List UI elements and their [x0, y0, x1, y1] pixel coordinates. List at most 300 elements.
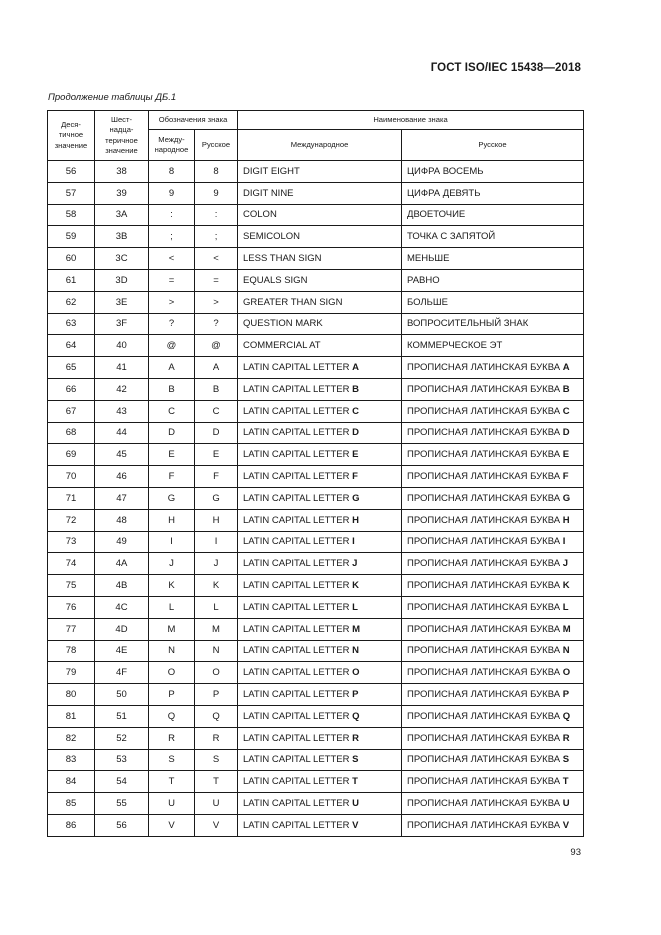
- name-ru-letter: I: [562, 536, 566, 548]
- name-ru-text: ПРОПИСНАЯ ЛАТИНСКАЯ БУКВА: [407, 514, 563, 526]
- name-ru-text: ВОПРОСИТЕЛЬНЫЙ ЗНАК: [407, 318, 529, 330]
- cell-symbol-ru: @: [195, 335, 238, 357]
- name-ru-text: РАВНО: [407, 274, 440, 286]
- name-ru-letter: T: [562, 776, 569, 788]
- cell-name-ru: [402, 793, 584, 815]
- cell-hex: 43: [95, 400, 149, 422]
- cell-decimal: 85: [48, 793, 95, 815]
- name-ru-text: ПРОПИСНАЯ ЛАТИНСКАЯ БУКВА: [407, 558, 563, 570]
- name-ru-letter: Q: [562, 710, 571, 722]
- name-intl-text: LATIN CAPITAL LETTER: [243, 558, 353, 570]
- cell-decimal: 80: [48, 684, 95, 706]
- cell-name-ru: [402, 727, 584, 749]
- header-hex: Шест- надца- теричное значение: [95, 111, 149, 161]
- name-ru-letter: S: [562, 754, 570, 766]
- cell-hex: 3A: [95, 204, 149, 226]
- name-ru-text: КОММЕРЧЕСКОЕ ЭТ: [407, 340, 503, 352]
- name-intl-letter: G: [352, 492, 360, 504]
- cell-symbol-ru: R: [195, 727, 238, 749]
- cell-name-intl: [238, 814, 402, 836]
- name-intl-letter: J: [352, 558, 358, 570]
- cell-name-ru: [402, 378, 584, 400]
- cell-hex: 56: [95, 814, 149, 836]
- cell-name-intl: [238, 727, 402, 749]
- cell-decimal: 61: [48, 269, 95, 291]
- cell-name-intl: [238, 618, 402, 640]
- cell-decimal: 86: [48, 814, 95, 836]
- name-ru-text: ПРОПИСНАЯ ЛАТИНСКАЯ БУКВА: [407, 798, 563, 809]
- cell-name-intl: [238, 204, 402, 226]
- name-intl-text: LATIN CAPITAL LETTER: [243, 492, 353, 504]
- cell-symbol-ru: >: [195, 291, 238, 313]
- cell-name-ru: [402, 531, 584, 553]
- name-intl-text: LATIN CAPITAL LETTER: [243, 536, 353, 548]
- cell-name-intl: [238, 226, 402, 248]
- table-row: [48, 400, 584, 422]
- cell-name-ru: [402, 553, 584, 575]
- name-intl-text: LATIN CAPITAL LETTER: [243, 623, 353, 635]
- cell-hex: 3D: [95, 269, 149, 291]
- cell-symbol-ru: T: [195, 771, 238, 793]
- name-intl-text: LATIN CAPITAL LETTER: [243, 580, 353, 592]
- cell-symbol-intl: S: [149, 749, 195, 771]
- name-intl-text: LATIN CAPITAL LETTER: [243, 689, 353, 701]
- cell-name-intl: [238, 444, 402, 466]
- cell-decimal: 84: [48, 771, 95, 793]
- table-row: [48, 422, 584, 444]
- name-intl-letter: A: [352, 362, 359, 374]
- cell-name-ru: [402, 161, 584, 183]
- cell-name-ru: [402, 357, 584, 379]
- cell-hex: 45: [95, 444, 149, 466]
- name-ru-letter: H: [562, 514, 570, 526]
- cell-decimal: 66: [48, 378, 95, 400]
- cell-decimal: 83: [48, 749, 95, 771]
- cell-hex: 52: [95, 727, 149, 749]
- cell-hex: 42: [95, 378, 149, 400]
- name-ru-text: МЕНЬШЕ: [407, 253, 450, 265]
- name-intl-letter: V: [352, 819, 359, 831]
- cell-symbol-intl: <: [149, 248, 195, 270]
- cell-name-ru: [402, 182, 584, 204]
- name-intl-text: LATIN CAPITAL LETTER: [243, 667, 353, 679]
- cell-name-intl: [238, 400, 402, 422]
- name-intl-text: LATIN CAPITAL LETTER: [243, 471, 353, 483]
- name-ru-letter: J: [562, 558, 569, 570]
- cell-symbol-ru: :: [195, 204, 238, 226]
- name-ru-text: ПРОПИСНАЯ ЛАТИНСКАЯ БУКВА: [407, 492, 563, 504]
- cell-name-ru: [402, 749, 584, 771]
- cell-decimal: 60: [48, 248, 95, 270]
- cell-hex: 3E: [95, 291, 149, 313]
- name-ru-text: ПРОПИСНАЯ ЛАТИНСКАЯ БУКВА: [407, 623, 563, 635]
- cell-hex: 4A: [95, 553, 149, 575]
- name-ru-text: ПРОПИСНАЯ ЛАТИНСКАЯ БУКВА: [407, 362, 563, 374]
- cell-decimal: 69: [48, 444, 95, 466]
- name-ru-text: ПРОПИСНАЯ ЛАТИНСКАЯ БУКВА: [407, 449, 563, 461]
- table-row: [48, 335, 584, 357]
- cell-name-ru: [402, 684, 584, 706]
- cell-symbol-intl: M: [149, 618, 195, 640]
- name-ru-text: ПРОПИСНАЯ ЛАТИНСКАЯ БУКВА: [407, 471, 563, 483]
- name-intl-letter: B: [352, 383, 359, 395]
- cell-name-intl: [238, 248, 402, 270]
- name-ru-text: ПРОПИСНАЯ ЛАТИНСКАЯ БУКВА: [407, 645, 563, 657]
- cell-name-intl: [238, 553, 402, 575]
- table-row: [48, 575, 584, 597]
- table-row: [48, 618, 584, 640]
- table-row: [48, 357, 584, 379]
- document-code: ГОСТ ISO/IEC 15438—2018: [430, 62, 581, 74]
- cell-hex: 55: [95, 793, 149, 815]
- cell-name-intl: [238, 509, 402, 531]
- name-ru-text: ПРОПИСНАЯ ЛАТИНСКАЯ БУКВА: [407, 601, 563, 613]
- cell-symbol-intl: T: [149, 771, 195, 793]
- table-row: [48, 487, 584, 509]
- table-body: [48, 161, 584, 837]
- cell-decimal: 76: [48, 596, 95, 618]
- name-intl-text: LATIN CAPITAL LETTER: [243, 732, 353, 744]
- cell-symbol-intl: E: [149, 444, 195, 466]
- cell-name-intl: [238, 749, 402, 771]
- cell-name-ru: [402, 269, 584, 291]
- name-ru-letter: P: [562, 689, 570, 701]
- name-intl-letter: L: [352, 601, 358, 613]
- cell-decimal: 82: [48, 727, 95, 749]
- cell-hex: 54: [95, 771, 149, 793]
- cell-decimal: 56: [48, 161, 95, 183]
- name-ru-letter: V: [562, 819, 570, 831]
- name-intl-text: QUESTION MARK: [243, 318, 323, 330]
- cell-symbol-ru: C: [195, 400, 238, 422]
- name-intl-letter: C: [352, 405, 359, 417]
- cell-hex: 4E: [95, 640, 149, 662]
- name-ru-text: ПРОПИСНАЯ ЛАТИНСКАЯ БУКВА: [407, 819, 563, 831]
- cell-symbol-intl: V: [149, 814, 195, 836]
- table-row: [48, 814, 584, 836]
- cell-hex: 3F: [95, 313, 149, 335]
- name-ru-letter: G: [562, 492, 571, 504]
- name-intl-text: LESS THAN SIGN: [243, 253, 322, 265]
- cell-name-ru: [402, 291, 584, 313]
- cell-symbol-intl: ;: [149, 226, 195, 248]
- name-ru-text: ТОЧКА С ЗАПЯТОЙ: [407, 231, 496, 243]
- cell-name-intl: [238, 705, 402, 727]
- cell-name-ru: [402, 662, 584, 684]
- cell-name-ru: [402, 226, 584, 248]
- cell-symbol-ru: L: [195, 596, 238, 618]
- cell-name-intl: [238, 161, 402, 183]
- cell-name-ru: [402, 204, 584, 226]
- cell-name-intl: [238, 335, 402, 357]
- cell-symbol-ru: G: [195, 487, 238, 509]
- cell-symbol-intl: A: [149, 357, 195, 379]
- cell-symbol-ru: J: [195, 553, 238, 575]
- cell-decimal: 79: [48, 662, 95, 684]
- name-ru-text: ПРОПИСНАЯ ЛАТИНСКАЯ БУКВА: [407, 383, 563, 395]
- cell-hex: 4B: [95, 575, 149, 597]
- cell-symbol-intl: 9: [149, 182, 195, 204]
- name-ru-letter: R: [562, 732, 570, 744]
- name-intl-text: LATIN CAPITAL LETTER: [243, 645, 353, 657]
- name-intl-letter: T: [352, 776, 358, 788]
- name-intl-text: DIGIT NINE: [243, 187, 294, 199]
- name-intl-text: GREATER THAN SIGN: [243, 296, 343, 308]
- table-row: [48, 684, 584, 706]
- cell-name-intl: [238, 771, 402, 793]
- cell-name-intl: [238, 313, 402, 335]
- name-intl-text: SEMICOLON: [243, 231, 301, 243]
- cell-name-intl: [238, 575, 402, 597]
- table-row: [48, 313, 584, 335]
- name-ru-letter: K: [562, 580, 570, 592]
- cell-symbol-intl: R: [149, 727, 195, 749]
- cell-symbol-intl: U: [149, 793, 195, 815]
- table-row: [48, 204, 584, 226]
- character-table: [47, 110, 584, 837]
- cell-hex: 4F: [95, 662, 149, 684]
- name-ru-letter: D: [562, 427, 570, 439]
- cell-name-intl: [238, 269, 402, 291]
- cell-symbol-intl: Q: [149, 705, 195, 727]
- cell-name-ru: [402, 771, 584, 793]
- cell-symbol-ru: E: [195, 444, 238, 466]
- cell-symbol-ru: F: [195, 466, 238, 488]
- table-row: [48, 531, 584, 553]
- cell-hex: 51: [95, 705, 149, 727]
- cell-decimal: 64: [48, 335, 95, 357]
- name-intl-text: LATIN CAPITAL LETTER: [243, 449, 353, 461]
- cell-symbol-ru: N: [195, 640, 238, 662]
- table-row: [48, 640, 584, 662]
- name-ru-letter: M: [562, 623, 571, 635]
- table-row: [48, 248, 584, 270]
- cell-symbol-ru: K: [195, 575, 238, 597]
- table-row: [48, 444, 584, 466]
- cell-name-ru: [402, 248, 584, 270]
- cell-symbol-intl: F: [149, 466, 195, 488]
- cell-name-intl: [238, 182, 402, 204]
- cell-symbol-intl: 8: [149, 161, 195, 183]
- cell-name-intl: [238, 422, 402, 444]
- cell-hex: 3C: [95, 248, 149, 270]
- cell-hex: 47: [95, 487, 149, 509]
- header-symbol-intl: Между- народное: [149, 130, 195, 161]
- cell-name-ru: [402, 422, 584, 444]
- cell-symbol-ru: Q: [195, 705, 238, 727]
- cell-name-intl: [238, 684, 402, 706]
- table-row: [48, 161, 584, 183]
- name-ru-letter: L: [562, 601, 569, 613]
- name-ru-letter: C: [562, 405, 570, 417]
- cell-hex: 46: [95, 466, 149, 488]
- name-intl-text: LATIN CAPITAL LETTER: [243, 776, 353, 788]
- cell-symbol-ru: B: [195, 378, 238, 400]
- name-intl-letter: N: [352, 645, 359, 657]
- cell-decimal: 71: [48, 487, 95, 509]
- cell-symbol-ru: M: [195, 618, 238, 640]
- cell-symbol-ru: 9: [195, 182, 238, 204]
- cell-symbol-ru: 8: [195, 161, 238, 183]
- cell-hex: 50: [95, 684, 149, 706]
- name-intl-letter: F: [352, 471, 358, 483]
- cell-name-intl: [238, 793, 402, 815]
- name-intl-letter: I: [352, 536, 355, 548]
- name-intl-text: LATIN CAPITAL LETTER: [243, 383, 353, 395]
- name-ru-text: ПРОПИСНАЯ ЛАТИНСКАЯ БУКВА: [407, 427, 563, 439]
- cell-hex: 3B: [95, 226, 149, 248]
- name-intl-letter: Q: [352, 710, 360, 722]
- name-ru-letter: O: [562, 667, 571, 679]
- cell-hex: 41: [95, 357, 149, 379]
- cell-name-ru: [402, 335, 584, 357]
- cell-decimal: 70: [48, 466, 95, 488]
- cell-symbol-intl: =: [149, 269, 195, 291]
- name-intl-text: LATIN CAPITAL LETTER: [243, 405, 353, 417]
- cell-decimal: 59: [48, 226, 95, 248]
- name-intl-text: DIGIT EIGHT: [243, 165, 300, 177]
- cell-decimal: 62: [48, 291, 95, 313]
- cell-name-intl: [238, 487, 402, 509]
- name-ru-text: ПРОПИСНАЯ ЛАТИНСКАЯ БУКВА: [407, 580, 563, 592]
- cell-symbol-intl: G: [149, 487, 195, 509]
- name-intl-text: LATIN CAPITAL LETTER: [243, 754, 353, 766]
- name-ru-text: ЦИФРА ВОСЕМЬ: [407, 165, 484, 177]
- cell-symbol-ru: A: [195, 357, 238, 379]
- header-symbol-group: Обозначения знака: [149, 111, 238, 130]
- cell-name-intl: [238, 531, 402, 553]
- cell-hex: 44: [95, 422, 149, 444]
- name-intl-letter: R: [352, 732, 359, 744]
- name-intl-letter: K: [352, 580, 359, 592]
- cell-hex: 48: [95, 509, 149, 531]
- cell-name-intl: [238, 596, 402, 618]
- name-ru-letter: A: [562, 362, 570, 374]
- name-intl-text: LATIN CAPITAL LETTER: [243, 798, 353, 809]
- cell-name-ru: [402, 313, 584, 335]
- cell-hex: 4D: [95, 618, 149, 640]
- cell-symbol-intl: >: [149, 291, 195, 313]
- cell-symbol-intl: C: [149, 400, 195, 422]
- cell-name-ru: [402, 640, 584, 662]
- cell-decimal: 68: [48, 422, 95, 444]
- name-intl-letter: S: [352, 754, 359, 766]
- name-ru-text: ПРОПИСНАЯ ЛАТИНСКАЯ БУКВА: [407, 732, 563, 744]
- table-row: [48, 553, 584, 575]
- name-ru-text: БОЛЬШЕ: [407, 296, 448, 308]
- cell-symbol-ru: I: [195, 531, 238, 553]
- cell-symbol-ru: O: [195, 662, 238, 684]
- cell-symbol-ru: U: [195, 793, 238, 815]
- cell-decimal: 78: [48, 640, 95, 662]
- cell-hex: 38: [95, 161, 149, 183]
- name-ru-letter: F: [562, 471, 569, 483]
- cell-symbol-ru: ;: [195, 226, 238, 248]
- name-ru-text: ПРОПИСНАЯ ЛАТИНСКАЯ БУКВА: [407, 710, 563, 722]
- cell-decimal: 57: [48, 182, 95, 204]
- cell-name-ru: [402, 444, 584, 466]
- header-name-intl: Международное: [238, 130, 402, 161]
- name-intl-text: LATIN CAPITAL LETTER: [243, 819, 353, 831]
- cell-symbol-intl: @: [149, 335, 195, 357]
- table-row: [48, 291, 584, 313]
- cell-symbol-ru: S: [195, 749, 238, 771]
- name-intl-text: EQUALS SIGN: [243, 274, 308, 286]
- cell-symbol-intl: ?: [149, 313, 195, 335]
- cell-decimal: 81: [48, 705, 95, 727]
- cell-decimal: 63: [48, 313, 95, 335]
- name-intl-letter: D: [352, 427, 359, 439]
- cell-name-intl: [238, 378, 402, 400]
- name-ru-text: ДВОЕТОЧИЕ: [407, 209, 466, 221]
- cell-symbol-intl: B: [149, 378, 195, 400]
- page-number: 93: [570, 847, 581, 858]
- cell-symbol-intl: H: [149, 509, 195, 531]
- cell-name-ru: [402, 596, 584, 618]
- cell-name-ru: [402, 466, 584, 488]
- cell-symbol-ru: V: [195, 814, 238, 836]
- cell-symbol-ru: =: [195, 269, 238, 291]
- cell-decimal: 73: [48, 531, 95, 553]
- table-row: [48, 727, 584, 749]
- name-ru-text: ЦИФРА ДЕВЯТЬ: [407, 187, 481, 199]
- cell-decimal: 77: [48, 618, 95, 640]
- cell-decimal: 75: [48, 575, 95, 597]
- cell-hex: 39: [95, 182, 149, 204]
- table-row: [48, 466, 584, 488]
- header-decimal: Деся- тичное значение: [48, 111, 95, 161]
- cell-symbol-intl: I: [149, 531, 195, 553]
- name-ru-letter: U: [562, 798, 570, 809]
- table-row: [48, 378, 584, 400]
- name-intl-letter: P: [352, 689, 359, 701]
- cell-symbol-intl: L: [149, 596, 195, 618]
- cell-name-ru: [402, 400, 584, 422]
- cell-symbol-ru: ?: [195, 313, 238, 335]
- cell-name-intl: [238, 291, 402, 313]
- name-intl-letter: E: [352, 449, 359, 461]
- cell-hex: 49: [95, 531, 149, 553]
- name-intl-text: COMMERCIAL AT: [243, 340, 321, 352]
- cell-decimal: 74: [48, 553, 95, 575]
- name-intl-letter: H: [352, 514, 359, 526]
- name-ru-letter: E: [562, 449, 570, 461]
- table-row: [48, 662, 584, 684]
- name-ru-text: ПРОПИСНАЯ ЛАТИНСКАЯ БУКВА: [407, 754, 563, 766]
- table-row: [48, 596, 584, 618]
- cell-symbol-ru: <: [195, 248, 238, 270]
- name-intl-text: LATIN CAPITAL LETTER: [243, 362, 353, 374]
- cell-hex: 40: [95, 335, 149, 357]
- cell-symbol-intl: O: [149, 662, 195, 684]
- cell-decimal: 58: [48, 204, 95, 226]
- header-name-group: Наименование знака: [238, 111, 584, 130]
- cell-name-ru: [402, 575, 584, 597]
- table-row: [48, 705, 584, 727]
- cell-name-intl: [238, 466, 402, 488]
- table-caption: Продолжение таблицы ДБ.1: [48, 92, 177, 103]
- name-intl-text: LATIN CAPITAL LETTER: [243, 710, 353, 722]
- cell-name-intl: [238, 357, 402, 379]
- cell-hex: 4C: [95, 596, 149, 618]
- cell-decimal: 72: [48, 509, 95, 531]
- cell-decimal: 67: [48, 400, 95, 422]
- cell-symbol-ru: P: [195, 684, 238, 706]
- name-ru-text: ПРОПИСНАЯ ЛАТИНСКАЯ БУКВА: [407, 776, 563, 788]
- cell-symbol-intl: P: [149, 684, 195, 706]
- cell-symbol-ru: D: [195, 422, 238, 444]
- cell-name-ru: [402, 814, 584, 836]
